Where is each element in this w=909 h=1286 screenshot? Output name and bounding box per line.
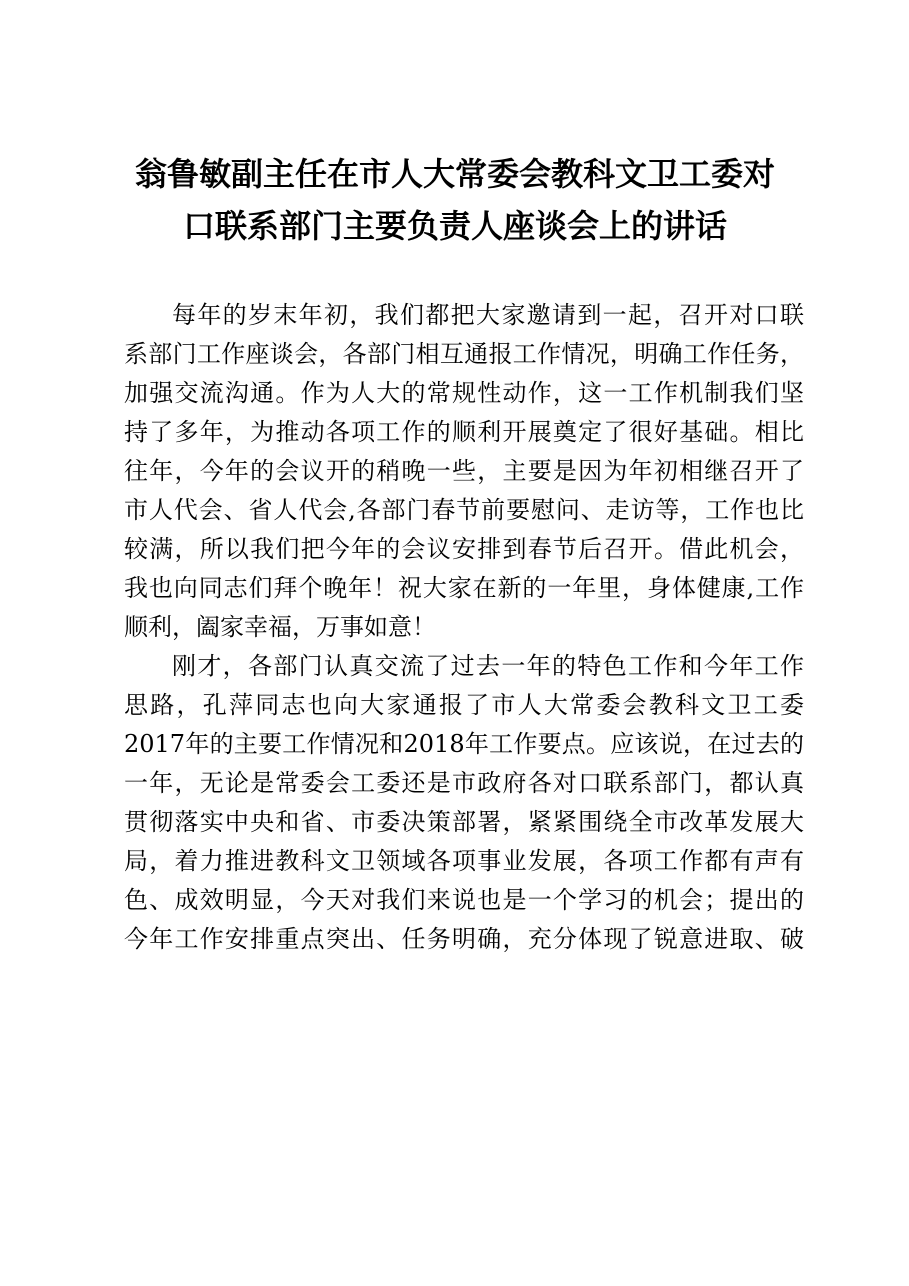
paragraph-line: 思路，孔萍同志也向大家通报了市人大常委会教科文卫工委 — [124, 691, 804, 719]
paragraph-line: 贯彻落实中央和省、市委决策部署，紧紧围绕全市改革发展大 — [124, 808, 804, 836]
paragraph-line: 色、成效明显，今天对我们来说也是一个学习的机会；提出的 — [124, 886, 804, 914]
paragraph-line: 持了多年，为推动各项工作的顺利开展奠定了很好基础。相比 — [124, 418, 804, 446]
paragraph-line: 2017年的主要工作情况和2018年工作要点。应该说，在过去的 — [124, 730, 804, 758]
document-title — [110, 148, 800, 252]
paragraph-line: 我也向同志们拜个晚年！祝大家在新的一年里，身体健康,工作 — [124, 574, 804, 602]
title-line-1: 翁鲁敏副主任在市人大常委会教科文卫工委对 — [134, 155, 775, 193]
paragraph-line: 刚才，各部门认真交流了过去一年的特色工作和今年工作 — [172, 652, 804, 680]
paragraph-line: 往年，今年的会议开的稍晚一些，主要是因为年初相继召开了 — [124, 457, 804, 485]
paragraph-line: 每年的岁末年初，我们都把大家邀请到一起，召开对口联 — [172, 301, 804, 329]
paragraph-line: 局，着力推进教科文卫领域各项事业发展，各项工作都有声有 — [124, 847, 804, 875]
paragraph-line: 系部门工作座谈会，各部门相互通报工作情况，明确工作任务， — [124, 340, 804, 368]
paragraph-line: 顺利，阖家幸福，万事如意！ — [124, 613, 436, 641]
document-body — [124, 296, 804, 959]
paragraph-line: 今年工作安排重点突出、任务明确，充分体现了锐意进取、破 — [124, 925, 804, 953]
paragraph-1 — [124, 296, 804, 647]
paragraph-line: 加强交流沟通。作为人大的常规性动作，这一工作机制我们坚 — [124, 379, 804, 407]
paragraph-2 — [124, 647, 804, 959]
title-line-2: 口联系部门主要负责人座谈会上的讲话 — [182, 207, 727, 245]
paragraph-line: 较满，所以我们把今年的会议安排到春节后召开。借此机会， — [124, 535, 804, 563]
paragraph-line: 一年，无论是常委会工委还是市政府各对口联系部门，都认真 — [124, 769, 804, 797]
paragraph-line: 市人代会、省人代会,各部门春节前要慰问、走访等，工作也比 — [124, 496, 804, 524]
